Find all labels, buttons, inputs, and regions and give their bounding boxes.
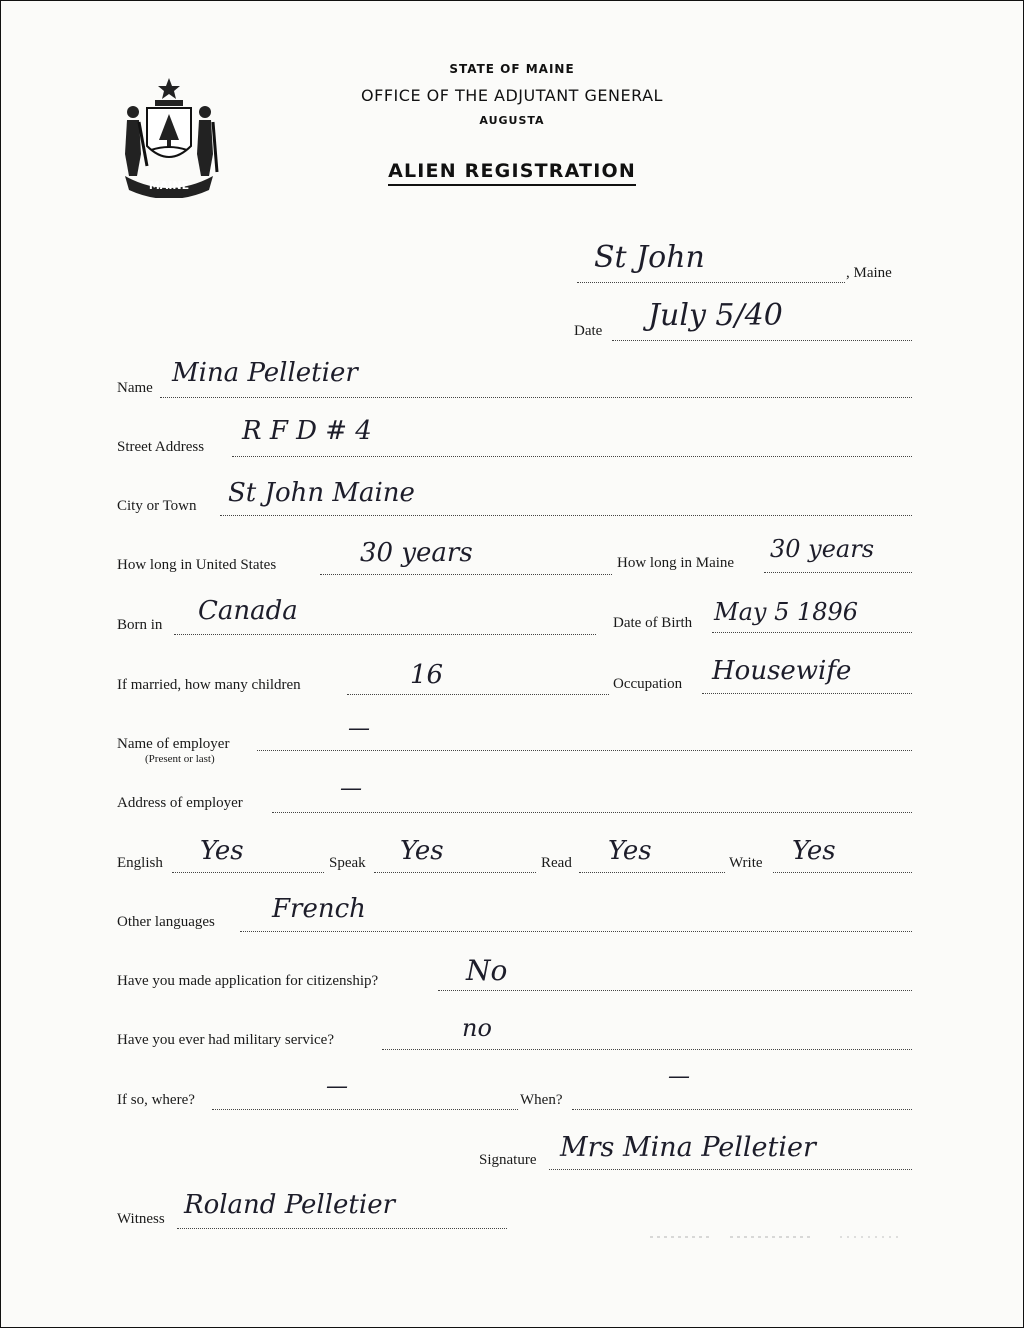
- how-long-us-label: How long in United States: [117, 557, 277, 573]
- street-address-value[interactable]: R F D # 4: [242, 416, 372, 446]
- maine-label: , Maine: [846, 265, 892, 281]
- signature-label: Signature: [479, 1152, 537, 1168]
- write-label: Write: [729, 855, 763, 871]
- military-value[interactable]: no: [462, 1014, 492, 1042]
- read-value[interactable]: Yes: [608, 836, 652, 866]
- form-title: [0, 160, 1024, 182]
- employer-address-label: Address of employer: [117, 795, 243, 811]
- date-of-birth-line: [712, 632, 912, 633]
- how-long-maine-value[interactable]: 30 years: [770, 535, 875, 563]
- other-languages-value[interactable]: French: [272, 894, 366, 924]
- form-title-text: ALIEN REGISTRATION: [388, 160, 636, 186]
- city-town-value[interactable]: St John Maine: [228, 478, 415, 508]
- children-line: [347, 694, 609, 695]
- where-value[interactable]: —: [326, 1074, 348, 1099]
- employer-name-sublabel: (Present or last): [145, 753, 215, 765]
- read-label: Read: [541, 855, 572, 871]
- children-value[interactable]: 16: [410, 660, 444, 690]
- english-label: English: [117, 855, 163, 871]
- citizenship-line: [438, 990, 912, 991]
- faint-bleed-through-mark: [650, 1230, 900, 1244]
- name-label: Name: [117, 380, 153, 396]
- english-line: [172, 872, 324, 873]
- occupation-label: Occupation: [613, 676, 683, 692]
- occupation-line: [702, 693, 912, 694]
- speak-value[interactable]: Yes: [400, 836, 444, 866]
- employer-name-value[interactable]: —: [348, 716, 370, 741]
- name-line: [160, 397, 912, 398]
- how-long-us-value[interactable]: 30 years: [360, 538, 473, 568]
- how-long-us-line: [320, 574, 612, 575]
- write-line: [773, 872, 912, 873]
- english-value[interactable]: Yes: [200, 836, 244, 866]
- witness-value[interactable]: Roland Pelletier: [184, 1190, 396, 1220]
- born-in-line: [174, 634, 596, 635]
- date-value[interactable]: July 5/40: [648, 298, 783, 333]
- signature-line: [549, 1169, 912, 1170]
- when-value[interactable]: —: [668, 1064, 690, 1089]
- date-of-birth-value[interactable]: May 5 1896: [714, 598, 859, 626]
- employer-name-line: [257, 750, 912, 751]
- children-label: If married, how many children: [117, 677, 301, 693]
- write-value[interactable]: Yes: [792, 836, 836, 866]
- where-line: [212, 1109, 518, 1110]
- witness-line: [177, 1228, 507, 1229]
- occupation-value[interactable]: Housewife: [712, 656, 852, 686]
- city-town-line: [220, 515, 912, 516]
- where-label: If so, where?: [117, 1092, 195, 1108]
- city-heading: AUGUSTA: [479, 114, 545, 127]
- office-heading: OFFICE OF THE ADJUTANT GENERAL: [361, 86, 663, 105]
- born-in-value[interactable]: Canada: [198, 596, 298, 626]
- how-long-maine-line: [764, 572, 912, 573]
- when-label: When?: [520, 1092, 563, 1108]
- read-line: [579, 872, 725, 873]
- how-long-maine-label: How long in Maine: [617, 555, 735, 571]
- employer-address-value[interactable]: —: [340, 776, 362, 801]
- street-address-line: [232, 456, 912, 457]
- when-line: [572, 1109, 912, 1110]
- place-value[interactable]: St John: [594, 240, 705, 275]
- signature-value[interactable]: Mrs Mina Pelletier: [560, 1132, 816, 1163]
- other-languages-label: Other languages: [117, 914, 215, 930]
- speak-label: Speak: [329, 855, 366, 871]
- name-value[interactable]: Mina Pelletier: [172, 358, 358, 388]
- city-town-label: City or Town: [117, 498, 197, 514]
- witness-label: Witness: [117, 1211, 165, 1227]
- citizenship-value[interactable]: No: [466, 954, 508, 987]
- seal-banner-text: MAINE: [148, 179, 190, 192]
- date-of-birth-label: Date of Birth: [613, 615, 693, 631]
- military-line: [382, 1049, 912, 1050]
- street-address-label: Street Address: [117, 439, 205, 455]
- employer-address-line: [272, 812, 912, 813]
- citizenship-label: Have you made application for citizenship?: [117, 973, 379, 989]
- other-languages-line: [240, 931, 912, 932]
- state-heading: STATE OF MAINE: [449, 62, 575, 76]
- speak-line: [374, 872, 536, 873]
- place-line: [577, 282, 845, 283]
- military-label: Have you ever had military service?: [117, 1032, 334, 1048]
- employer-name-label: Name of employer: [117, 736, 230, 752]
- date-line: [612, 340, 912, 341]
- date-label: Date: [574, 323, 603, 339]
- born-in-label: Born in: [117, 617, 163, 633]
